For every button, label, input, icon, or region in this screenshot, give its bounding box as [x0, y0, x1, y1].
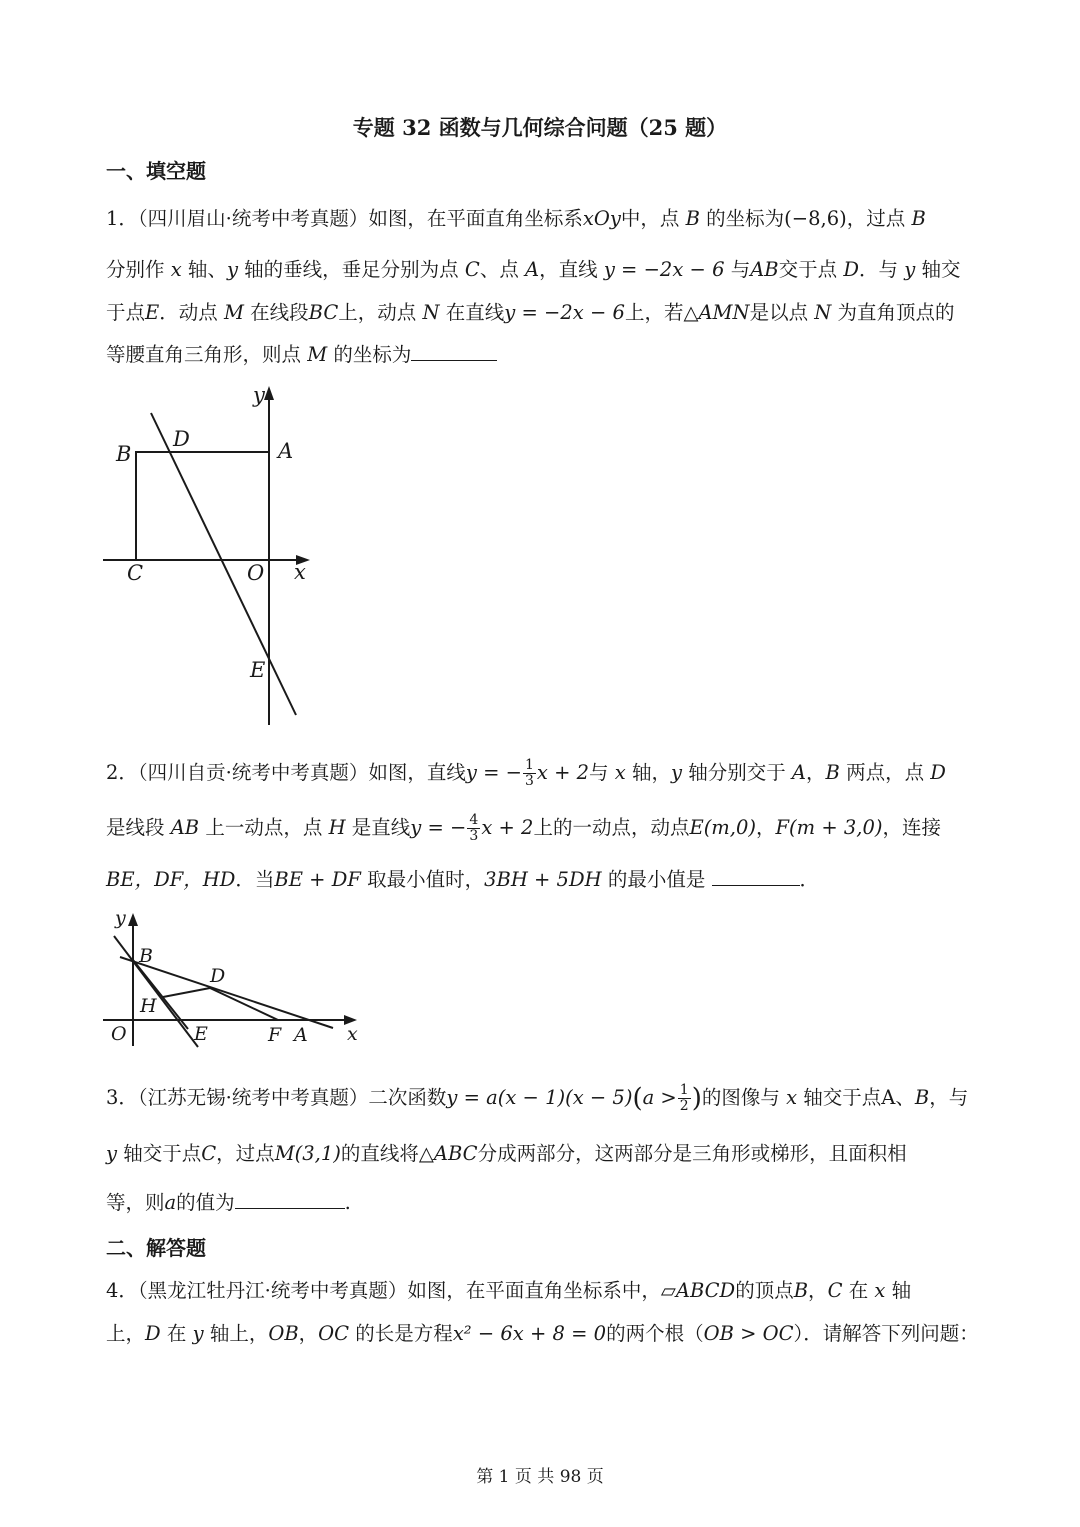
fig1-label-O: O [247, 561, 265, 585]
fig2-line-steep [114, 936, 198, 1047]
q1-line1: 1．（四川眉山·统考中考真题）如图，在平面直角坐标系xOy中，点 B 的坐标为(−8,6)，过点 B [106, 207, 926, 230]
q2-line1: 2．（四川自贡·统考中考真题）如图，直线y = − $\frac{1}{3}$ x + 2与 x 轴，y 轴分别交于 A，B 两点，点 D [106, 757, 946, 789]
fig2-label-E: E [194, 1023, 208, 1045]
q1-line2: 分别作 x 轴、y 轴的垂线，垂足分别为点 C、点 A，直线 y = −2x − 6 与AB交于点 D．与 y 轴交 [106, 258, 961, 281]
fig2-label-O: O [111, 1023, 127, 1045]
fig2-label-F: F [268, 1024, 282, 1046]
fig1-label-A: A [278, 439, 294, 463]
fig1-label-D: D [173, 427, 190, 451]
fig1-label-B: B [116, 442, 132, 466]
q4-line1: 4．（黑龙江牡丹江·统考中考真题）如图，在平面直角坐标系中，▱ABCD的顶点B，C 在 x 轴 [106, 1279, 912, 1302]
fig1-label-C: C [127, 561, 144, 585]
q2-answer-blank[interactable] [712, 865, 800, 886]
fig2-label-A: A [294, 1024, 308, 1046]
q3-line1: 3．（江苏无锡·统考中考真题）二次函数y = a(x − 1)(x − 5)(a > $\frac{1}{2}$ )的图像与 x 轴交于点A、B，与 [106, 1082, 969, 1114]
fig2-label-x: x [347, 1023, 358, 1045]
fig2-line-DF [210, 988, 278, 1020]
q2-line2: 是线段 AB 上一动点，点 H 是直线y = − $\frac{4}{3}$ x + 2上的一动点，动点E(m,0)，F(m + 3,0)，连接 [106, 812, 942, 844]
fig2-label-B: B [139, 945, 153, 967]
fig2-label-H: H [140, 995, 157, 1017]
page-title: 专题 32 函数与几何综合问题（25 题） [352, 115, 728, 140]
figure-1-diagram [100, 380, 320, 730]
q4-line2: 上，D 在 y 轴上，OB，OC 的长是方程x² − 6x + 8 = 0的两个根（OB > OC）．请解答下列问题： [106, 1322, 979, 1345]
q1-line3: 于点E．动点 M 在线段BC上，动点 N 在直线y = −2x − 6上，若△AMN是以点 N 为直角顶点的 [106, 301, 955, 324]
q3-line2: y 轴交于点C，过点M(3,1)的直线将△ABC分成两部分，这两部分是三角形或梯形，且面积相 [106, 1142, 907, 1165]
fig1-line [151, 413, 296, 715]
section-heading-fill: 一、填空题 [106, 159, 206, 183]
page-footer: 第 1 页 共 98 页 [476, 1467, 604, 1487]
figure-2-diagram [100, 902, 370, 1062]
fig2-y-arrow [128, 913, 138, 926]
q2-fraction-2: $\frac{4}{3}$ [469, 812, 479, 844]
fig1-label-E: E [250, 658, 266, 682]
fig2-line-AB [120, 957, 333, 1028]
q2-line3: BE，DF，HD．当BE + DF 取最小值时，3BH + 5DH 的最小值是 ． [106, 864, 819, 892]
fig1-rectangle [136, 452, 269, 560]
q1-answer-blank[interactable] [411, 340, 497, 361]
q1-line4: 等腰直角三角形，则点 M 的坐标为 [106, 339, 497, 367]
q2-fraction-1: $\frac{1}{3}$ [524, 757, 534, 789]
section-heading-answer: 二、解答题 [106, 1236, 206, 1260]
fig1-label-y: y [253, 383, 265, 407]
fig1-y-arrow [264, 386, 274, 400]
q3-answer-blank[interactable] [235, 1188, 345, 1209]
q3-line3: 等，则a的值为 . [106, 1187, 351, 1215]
fig2-label-D: D [210, 965, 226, 987]
q3-fraction: $\frac{1}{2}$ [679, 1082, 689, 1114]
fig2-label-y: y [115, 907, 126, 929]
fig2-line-HD [163, 988, 210, 997]
fig1-label-x: x [294, 560, 306, 584]
